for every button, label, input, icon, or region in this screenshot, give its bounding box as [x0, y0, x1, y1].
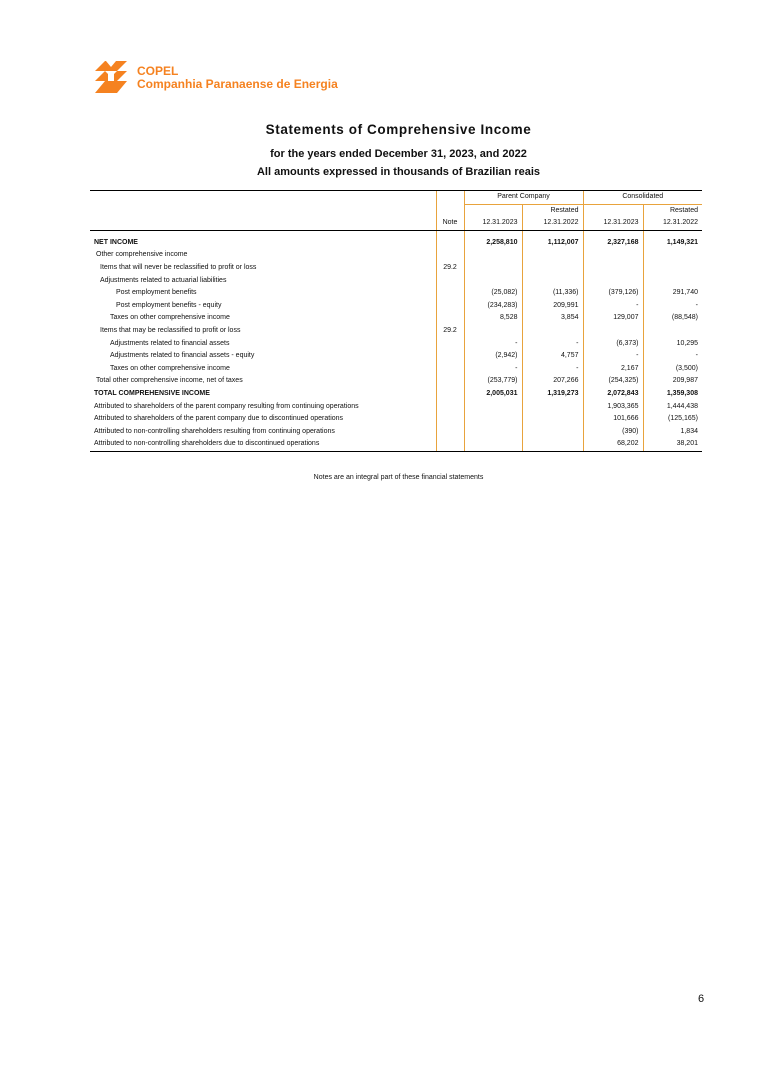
statement-period: for the years ended December 31, 2023, and 2022	[270, 148, 527, 160]
table-row: TOTAL COMPREHENSIVE INCOME 2,005,031 1,319,273 2,072,843 1,359,308	[90, 388, 702, 401]
brand-full-name: Companhia Paranaense de Energia	[137, 77, 338, 91]
row-label: NET INCOME	[94, 238, 138, 246]
row-label: Items that may be reclassified to profit or loss	[100, 326, 241, 334]
header-consolidated: Consolidated	[583, 191, 702, 205]
header-consolidated-2022: 12.31.2022	[643, 217, 702, 230]
table-row: Items that will never be reclassified to profit or loss 29.2	[90, 262, 702, 275]
table-row: Post employment benefits - equity (234,283) 209,991 - -	[90, 300, 702, 313]
header-note: Note	[436, 217, 464, 230]
page-number: 6	[698, 993, 705, 1005]
table-row: Total other comprehensive income, net of taxes (253,779) 207,266 (254,325) 209,987	[90, 375, 702, 388]
table-row	[90, 249, 702, 262]
table-header-restated	[90, 204, 702, 217]
header-restated-consolidated: Restated	[643, 204, 702, 217]
table-row: Attributed to non-controlling shareholders due to discontinued operations 68,202 38,201	[90, 438, 702, 451]
table-header-groups	[90, 191, 702, 205]
comprehensive-income-table	[90, 190, 702, 452]
brand-name: COPEL	[137, 64, 179, 78]
row-label: Post employment benefits	[116, 289, 197, 297]
row-label: Adjustments related to financial assets - equity	[110, 352, 255, 360]
table-row: Adjustments related to financial assets - equity (2,942) 4,757 - -	[90, 350, 702, 363]
statement-title: Statements of Comprehensive Income	[265, 122, 532, 137]
row-label: Adjustments related to financial assets	[110, 339, 230, 347]
table-row: NET INCOME 2,258,810 1,112,007 2,327,168 1,149,321	[90, 237, 702, 250]
row-label: Items that will never be reclassified to profit or loss	[100, 263, 257, 271]
table-row	[90, 275, 702, 288]
header-restated-parent: Restated	[522, 204, 583, 217]
row-label: Taxes on other comprehensive income	[110, 364, 230, 372]
copel-logo-mark-icon	[93, 59, 129, 95]
table-header-dates	[90, 217, 702, 230]
table-row: Attributed to shareholders of the parent company resulting from continuing operations 1,903,365 1,444,438	[90, 401, 702, 414]
row-label: Taxes on other comprehensive income	[110, 314, 230, 322]
row-label: Total other comprehensive income, net of taxes	[96, 377, 243, 385]
footnote: Notes are an integral part of these financial statements	[313, 474, 484, 481]
header-consolidated-2023: 12.31.2023	[583, 217, 643, 230]
row-label: Other comprehensive income	[96, 251, 188, 259]
table-row: Taxes on other comprehensive income - - 2,167 (3,500)	[90, 363, 702, 376]
table-row: Post employment benefits (25,082) (11,336) (379,126) 291,740	[90, 287, 702, 300]
row-label: Attributed to shareholders of the parent company due to discontinued operations	[94, 415, 344, 423]
row-label: TOTAL COMPREHENSIVE INCOME	[94, 389, 210, 397]
table-row: Attributed to non-controlling shareholders resulting from continuing operations (390) 1,834	[90, 426, 702, 439]
row-label: Attributed to shareholders of the parent company resulting from continuing operations	[94, 402, 359, 410]
row-label: Adjustments related to actuarial liabilities	[100, 276, 227, 284]
row-label: Post employment benefits - equity	[116, 301, 222, 309]
header-parent-company: Parent Company	[464, 191, 583, 205]
header-parent-2022: 12.31.2022	[522, 217, 583, 230]
table-row: Adjustments related to financial assets - - (6,373) 10,295	[90, 338, 702, 351]
header-parent-2023: 12.31.2023	[464, 217, 522, 230]
row-label: Attributed to non-controlling shareholders resulting from continuing operations	[94, 427, 335, 435]
table-row: Items that may be reclassified to profit or loss 29.2	[90, 325, 702, 338]
table-row: Taxes on other comprehensive income 8,528 3,854 129,007 (88,548)	[90, 312, 702, 325]
table-row: Attributed to shareholders of the parent company due to discontinued operations 101,666 (125,165)	[90, 413, 702, 426]
row-label: Attributed to non-controlling shareholders due to discontinued operations	[90, 438, 436, 451]
statement-units: All amounts expressed in thousands of Brazilian reais	[256, 166, 541, 178]
